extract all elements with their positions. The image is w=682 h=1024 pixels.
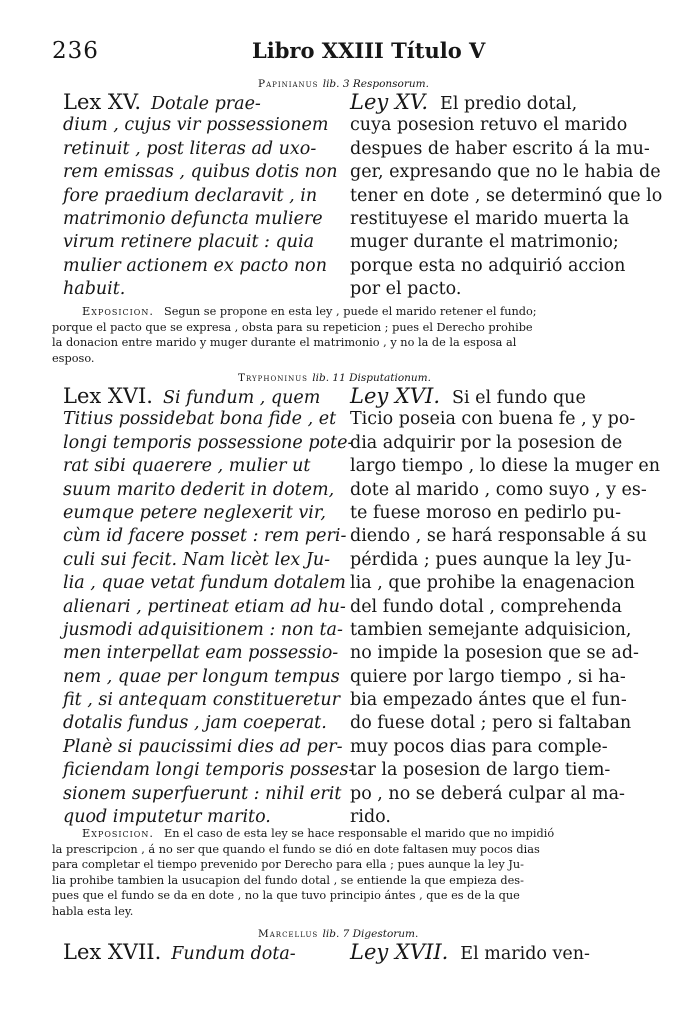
text-line: muger durante el matrimonio; <box>350 232 619 253</box>
text-line: Si el fundo que <box>452 388 586 408</box>
spanish-text-ley-xvi <box>350 384 661 829</box>
latin-text-lex-xvi <box>63 384 355 829</box>
text-line: men interpellat eam possessio- <box>63 643 339 664</box>
text-line: te fuese moroso en pedirlo pu- <box>350 502 622 523</box>
text-line: jusmodi adquisitionem : non ta- <box>63 619 343 640</box>
text-line: cùm id facere posset : rem peri- <box>63 526 347 547</box>
latin-text-lex-xv <box>63 90 338 302</box>
text-line: esposo. <box>52 351 95 365</box>
text-line: habuit. <box>63 279 126 300</box>
ley-label: Ley XV. <box>350 90 429 114</box>
text-line: restituyese el marido muerta la <box>350 208 630 229</box>
text-line: nem , quae per longum tempus <box>63 666 340 687</box>
exposicion-label: Exposicion. <box>82 827 154 840</box>
text-line: do fuese dotal ; pero si faltaban <box>350 713 632 734</box>
text-line: Fundum dota- <box>171 944 296 964</box>
text-line: lia prohibe tambien la usucapion del fundo dotal , se entiende la que empieza des- <box>52 873 524 887</box>
exposicion-lex-xv <box>52 304 622 366</box>
text-line: tar la posesion de largo tiem- <box>350 760 611 781</box>
text-line: cuya posesion retuvo el marido <box>350 115 628 136</box>
text-line: matrimonio defuncta muliere <box>63 208 323 229</box>
text-line: ger, expresando que no le habia de <box>350 162 661 183</box>
text-line: Dotale prae- <box>151 94 261 114</box>
spanish-text-ley-xv <box>350 90 663 302</box>
exposicion-lex-xvi <box>52 826 622 919</box>
text-line: quiere por largo tiempo , si ha- <box>350 666 626 687</box>
text-line: culi sui fecit. Nam licèt lex Ju- <box>63 549 331 570</box>
text-line: Si fundum , quem <box>162 388 321 408</box>
exposicion-label: Exposicion. <box>82 305 154 318</box>
text-line: porque el pacto que se expresa , obsta para su repeticion ; pues el Derecho prohibe <box>52 320 533 334</box>
text-line: la prescripcion , á no ser que quando el fundo se dió en dote faltasen muy pocos dias <box>52 842 540 856</box>
text-line: Planè si paucissimi dies ad per- <box>63 736 343 757</box>
text-line: dotalis fundus , jam coeperat. <box>63 713 327 734</box>
source-reference: lib. 3 Responsorum. <box>322 78 429 90</box>
source-line-papinianus <box>258 78 429 90</box>
source-line-marcellus <box>258 928 418 940</box>
text-line: tambien semejante adquisicion, <box>350 619 632 640</box>
text-line: sionem superfuerunt : nihil erit <box>63 783 342 804</box>
text-line: suum marito dederit in dotem, <box>63 479 335 500</box>
text-line: rido. <box>350 807 391 828</box>
text-line: En el caso de esta ley se hace responsable el marido que no impidió <box>163 827 555 840</box>
text-line: dia adquirir por la posesion de <box>350 432 623 453</box>
latin-text-lex-xvii <box>63 941 333 964</box>
text-line: lia , quae vetat fundum dotalem <box>63 573 346 594</box>
text-line: eumque petere neglexerit vir, <box>63 502 326 523</box>
text-line: quod imputetur marito. <box>63 807 271 828</box>
page-number: 236 <box>52 38 99 64</box>
text-line: Segun se propone en esta ley , puede el marido retener el fundo; <box>163 305 537 318</box>
text-line: alienari , pertineat etiam ad hu- <box>63 596 346 617</box>
running-head: Libro XXIII Título V <box>252 38 486 63</box>
text-line: Titius possidebat bona fide , et <box>63 409 337 430</box>
text-line: dium , cujus vir possessionem <box>63 115 329 136</box>
text-line: porque esta no adquirió accion <box>350 255 626 276</box>
spanish-text-ley-xvii <box>350 941 620 964</box>
text-line: diendo , se hará responsable á su <box>350 526 647 547</box>
text-line: largo tiempo , lo diese la muger en <box>350 456 661 477</box>
text-line: del fundo dotal , comprehenda <box>350 596 622 617</box>
text-line: po , no se deberá culpar al ma- <box>350 783 625 804</box>
text-line: lia , que prohibe la enagenacion <box>350 573 635 594</box>
text-line: no impide la posesion que se ad- <box>350 643 639 664</box>
ley-label: Ley XVI. <box>350 384 440 408</box>
text-line: dote al marido , como suyo , y es- <box>350 479 647 500</box>
text-line: El marido ven- <box>460 944 590 964</box>
source-reference: lib. 7 Digestorum. <box>322 928 419 940</box>
text-line: fit , si antequam constitueretur <box>63 690 340 711</box>
ley-label: Ley XVII. <box>350 940 449 964</box>
text-line: ficiendam longi temporis posses- <box>63 760 355 781</box>
text-line: tener en dote , se determinó que lo <box>350 185 663 206</box>
source-line-tryphoninus <box>238 372 431 384</box>
text-line: habla esta ley. <box>52 904 134 918</box>
lex-label: Lex XVI. <box>63 384 153 408</box>
text-line: El predio dotal, <box>440 94 578 114</box>
text-line: la donacion entre marido y muger durante el matrimonio , y no la de la esposa al <box>52 336 517 349</box>
text-line: Ticio poseia con buena fe , y po- <box>350 409 636 430</box>
text-line: mulier actionem ex pacto non <box>63 255 327 276</box>
source-reference: lib. 11 Disputationum. <box>312 372 431 384</box>
source-jurist: Marcellus <box>258 928 319 940</box>
text-line: virum retinere placuit : quia <box>63 232 314 253</box>
source-jurist: Tryphoninus <box>238 372 308 384</box>
text-line: despues de haber escrito á la mu- <box>350 138 650 159</box>
text-line: retinuit , post literas ad uxo- <box>63 138 317 159</box>
text-line: bia empezado ántes que el fun- <box>350 690 627 711</box>
text-line: longi temporis possessione pote- <box>63 432 354 453</box>
lex-label: Lex XVII. <box>63 940 162 964</box>
source-jurist: Papinianus <box>258 78 319 90</box>
text-line: muy pocos dias para comple- <box>350 736 608 757</box>
text-line: rat sibi quaerere , mulier ut <box>63 456 311 477</box>
text-line: pues que el fundo se da en dote , no la que tuvo principio ántes , que es de la que <box>52 889 520 902</box>
text-line: para completar el tiempo prevenido por Derecho para ella ; pues aunque la ley Ju- <box>52 858 524 871</box>
text-line: por el pacto. <box>350 279 462 300</box>
text-line: fore praedium declaravit , in <box>63 185 318 206</box>
text-line: rem emissas , quibus dotis non <box>63 162 338 183</box>
page-header <box>52 38 632 66</box>
text-line: pérdida ; pues aunque la ley Ju- <box>350 549 632 570</box>
lex-label: Lex XV. <box>63 90 142 114</box>
